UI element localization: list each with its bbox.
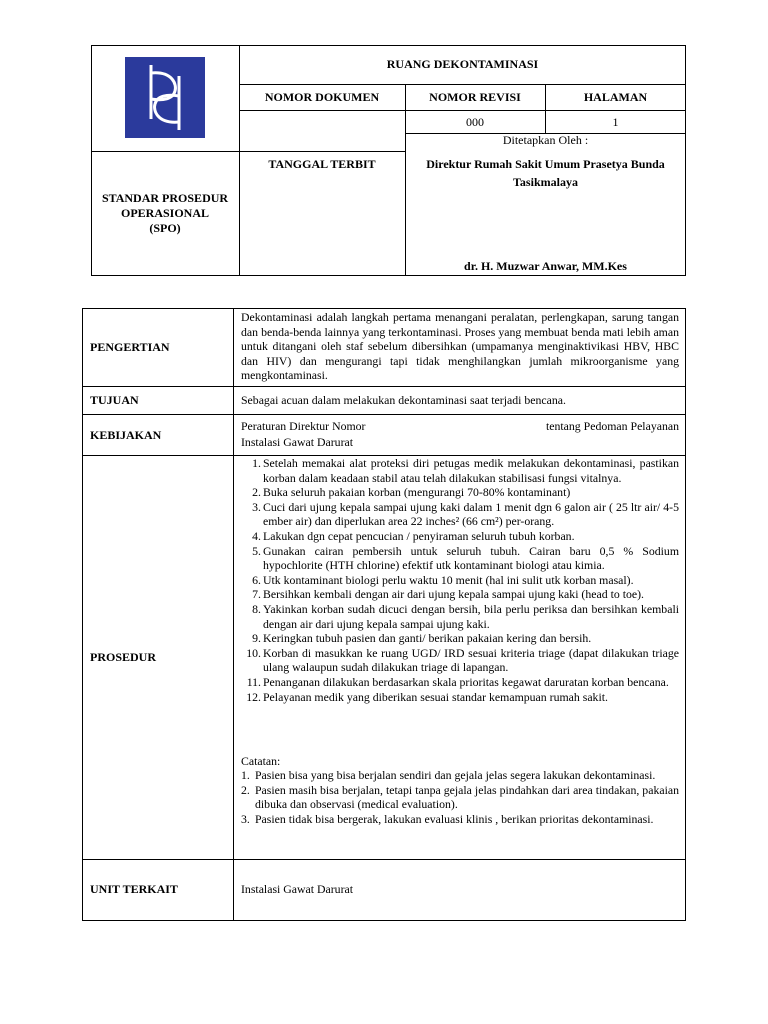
prosedur-step (241, 690, 679, 705)
prosedur-step-text: Utk kontaminant biologi perlu waktu 10 menit (hal ini sulit utk korban masal). (263, 572, 634, 587)
prosedur-step (241, 456, 679, 485)
catatan-notes-list (241, 768, 679, 826)
halaman-value: 1 (612, 115, 619, 129)
catatan-note-text: Pasien bisa yang bisa berjalan sendiri dan gejala jelas segera lakukan dekontaminasi. (255, 768, 656, 782)
catatan-notes (241, 768, 679, 826)
body-divider (233, 308, 234, 921)
kebijakan-text-part1: Peraturan Direktur Nomor (241, 419, 366, 433)
kebijakan-label: KEBIJAKAN (90, 428, 162, 442)
catatan-note (241, 768, 679, 783)
prosedur-step (241, 573, 679, 588)
ditetapkan-oleh-label: Ditetapkan Oleh : (502, 133, 589, 147)
nomor-dokumen-header: NOMOR DOKUMEN (264, 90, 380, 104)
pengertian-text: Dekontaminasi adalah langkah pertama menangani peralatan, perlengkapan, sarung tangan dan benda-benda lainnya yang terkontaminasi. Proses yang membuat benda mati lebih aman untuk ditangani oleh staf sebelum dibersihkan (umpamanya menginaktivikasi HBV, HBC dan HIV) dan mengurangi tapi tidak menghilangkan jumlah mikroorganisme yang mengkontaminasi. (241, 310, 679, 383)
direktur-line-1: Direktur Rumah Sakit Umum Prasetya Bunda (426, 157, 665, 171)
kebijakan-text-part2: tentang Pedoman Pelayanan (545, 419, 679, 433)
body-rule-pengertian (82, 386, 686, 387)
unit-terkait-label: UNIT TERKAIT (90, 882, 178, 896)
prosedur-step-number: 4. (252, 528, 261, 543)
catatan-note-number: 2. (241, 782, 250, 797)
prosedur-step-text: Pelayanan medik yang diberikan sesuai standar kemampuan rumah sakit. (263, 689, 608, 704)
prosedur-step-number: 2. (252, 485, 261, 500)
spo-line-3: (SPO) (149, 221, 181, 235)
prosedur-step (241, 529, 679, 544)
prosedur-steps-list (241, 456, 679, 704)
prosedur-step-number: 1. (252, 456, 261, 470)
prosedur-step-number: 3. (252, 499, 261, 514)
document-title: RUANG DEKONTAMINASI (386, 57, 539, 71)
prosedur-step-text: Cuci dari ujung kepala sampai ujung kaki dalam 1 menit dgn 6 galon air ( 25 ltr air/ 4-5 ember air) dan diperlukan area 22 inches² (66 cm²) per-orang. (263, 499, 679, 529)
prosedur-step (241, 587, 679, 602)
prosedur-step (241, 646, 679, 675)
prosedur-step (241, 631, 679, 646)
prosedur-step-number: 11. (246, 674, 261, 689)
prosedur-step-text: Keringkan tubuh pasien dan ganti/ berikan pakaian kering dan bersih. (263, 631, 592, 646)
prosedur-step (241, 544, 679, 573)
unit-terkait-text: Instalasi Gawat Darurat (241, 882, 354, 896)
prosedur-step (241, 675, 679, 690)
catatan-note (241, 783, 679, 812)
header-rule-colheads (239, 110, 686, 111)
catatan-note-text: Pasien tidak bisa bergerak, lakukan evaluasi klinis , berikan prioritas dekontaminasi. (255, 811, 654, 826)
prosedur-step-number: 8. (252, 601, 261, 616)
signatory-name: dr. H. Muzwar Anwar, MM.Kes (464, 259, 627, 273)
body-rule-tujuan (82, 414, 686, 415)
prosedur-step-text: Penanganan dilakukan berdasarkan skala prioritas kegawat daruratan korban bencana. (263, 674, 669, 689)
prosedur-step-number: 12. (246, 689, 261, 704)
kebijakan-text-line2: Instalasi Gawat Darurat (241, 435, 354, 449)
prosedur-label: PROSEDUR (90, 650, 157, 664)
catatan-note-number: 3. (241, 811, 250, 826)
direktur-line-2: Tasikmalaya (513, 175, 578, 189)
prosedur-step-text: Gunakan cairan pembersih untuk seluruh tubuh. Cairan baru 0,5 % Sodium hypochlorite (HTH chlorine) efektif utk kontaminant biologi atau kimia. (263, 543, 679, 573)
catatan-label: Catatan: (241, 754, 281, 768)
spo-line-2: OPERASIONAL (120, 206, 209, 220)
prosedur-step-number: 10. (246, 645, 261, 660)
prosedur-step-number: 5. (252, 543, 261, 558)
prosedur-step-number: 9. (252, 631, 261, 646)
spo-line-1: STANDAR PROSEDUR (101, 191, 229, 205)
tanggal-terbit-label: TANGGAL TERBIT (268, 157, 376, 171)
prosedur-step-text: Yakinkan korban sudah dicuci dengan bersih, bila perlu periksa dan bersihkan kembali dengan air dari ujung kepala sampai ujung kaki. (263, 601, 679, 631)
pengertian-label: PENGERTIAN (90, 340, 170, 354)
prosedur-step-text: Bersihkan kembali dengan air dari ujung kepala sampai ujung kaki (head to toe). (263, 587, 644, 602)
prosedur-step (241, 500, 679, 529)
prosedur-steps (241, 456, 679, 704)
header-rule-spo (91, 151, 405, 152)
tujuan-text: Sebagai acuan dalam melakukan dekontaminasi saat terjadi bencana. (241, 393, 566, 407)
prosedur-step-text: Buka seluruh pakaian korban (mengurangi 70-80% kontaminant) (263, 485, 571, 500)
catatan-note (241, 812, 679, 827)
catatan-note-text: Pasien masih bisa berjalan, tetapi tanpa gejala jelas pindahkan dari area tindakan, pakaian dibuka dan observasi (medical evaluation). (255, 782, 679, 812)
nomor-revisi-value: 000 (466, 115, 484, 129)
prosedur-step-text: Lakukan dgn cepat pencucian / penyiraman seluruh tubuh korban. (263, 528, 575, 543)
prosedur-step (241, 602, 679, 631)
prosedur-step-number: 6. (252, 572, 261, 587)
prosedur-step-text: Setelah memakai alat proteksi diri petugas medik melakukan dekontaminasi, pastikan korban dalam keadaan stabil atau telah dilakukan stabilisasi fungsi vitalnya. (263, 456, 679, 485)
nomor-revisi-header: NOMOR REVISI (429, 90, 521, 104)
halaman-header: HALAMAN (583, 90, 648, 104)
tujuan-label: TUJUAN (90, 393, 139, 407)
prosedur-step (241, 485, 679, 500)
prosedur-step-text: Korban di masukkan ke ruang UGD/ IRD sesuai kriteria triage (dapat dilakukan triage ulang walaupun sudah dilakukan triage di lapangan. (263, 645, 679, 675)
prosedur-step-number: 7. (252, 587, 261, 602)
hospital-logo-icon (125, 57, 205, 138)
header-rule-title (239, 84, 686, 85)
catatan-note-number: 1. (241, 768, 250, 782)
body-rule-prosedur (82, 859, 686, 860)
